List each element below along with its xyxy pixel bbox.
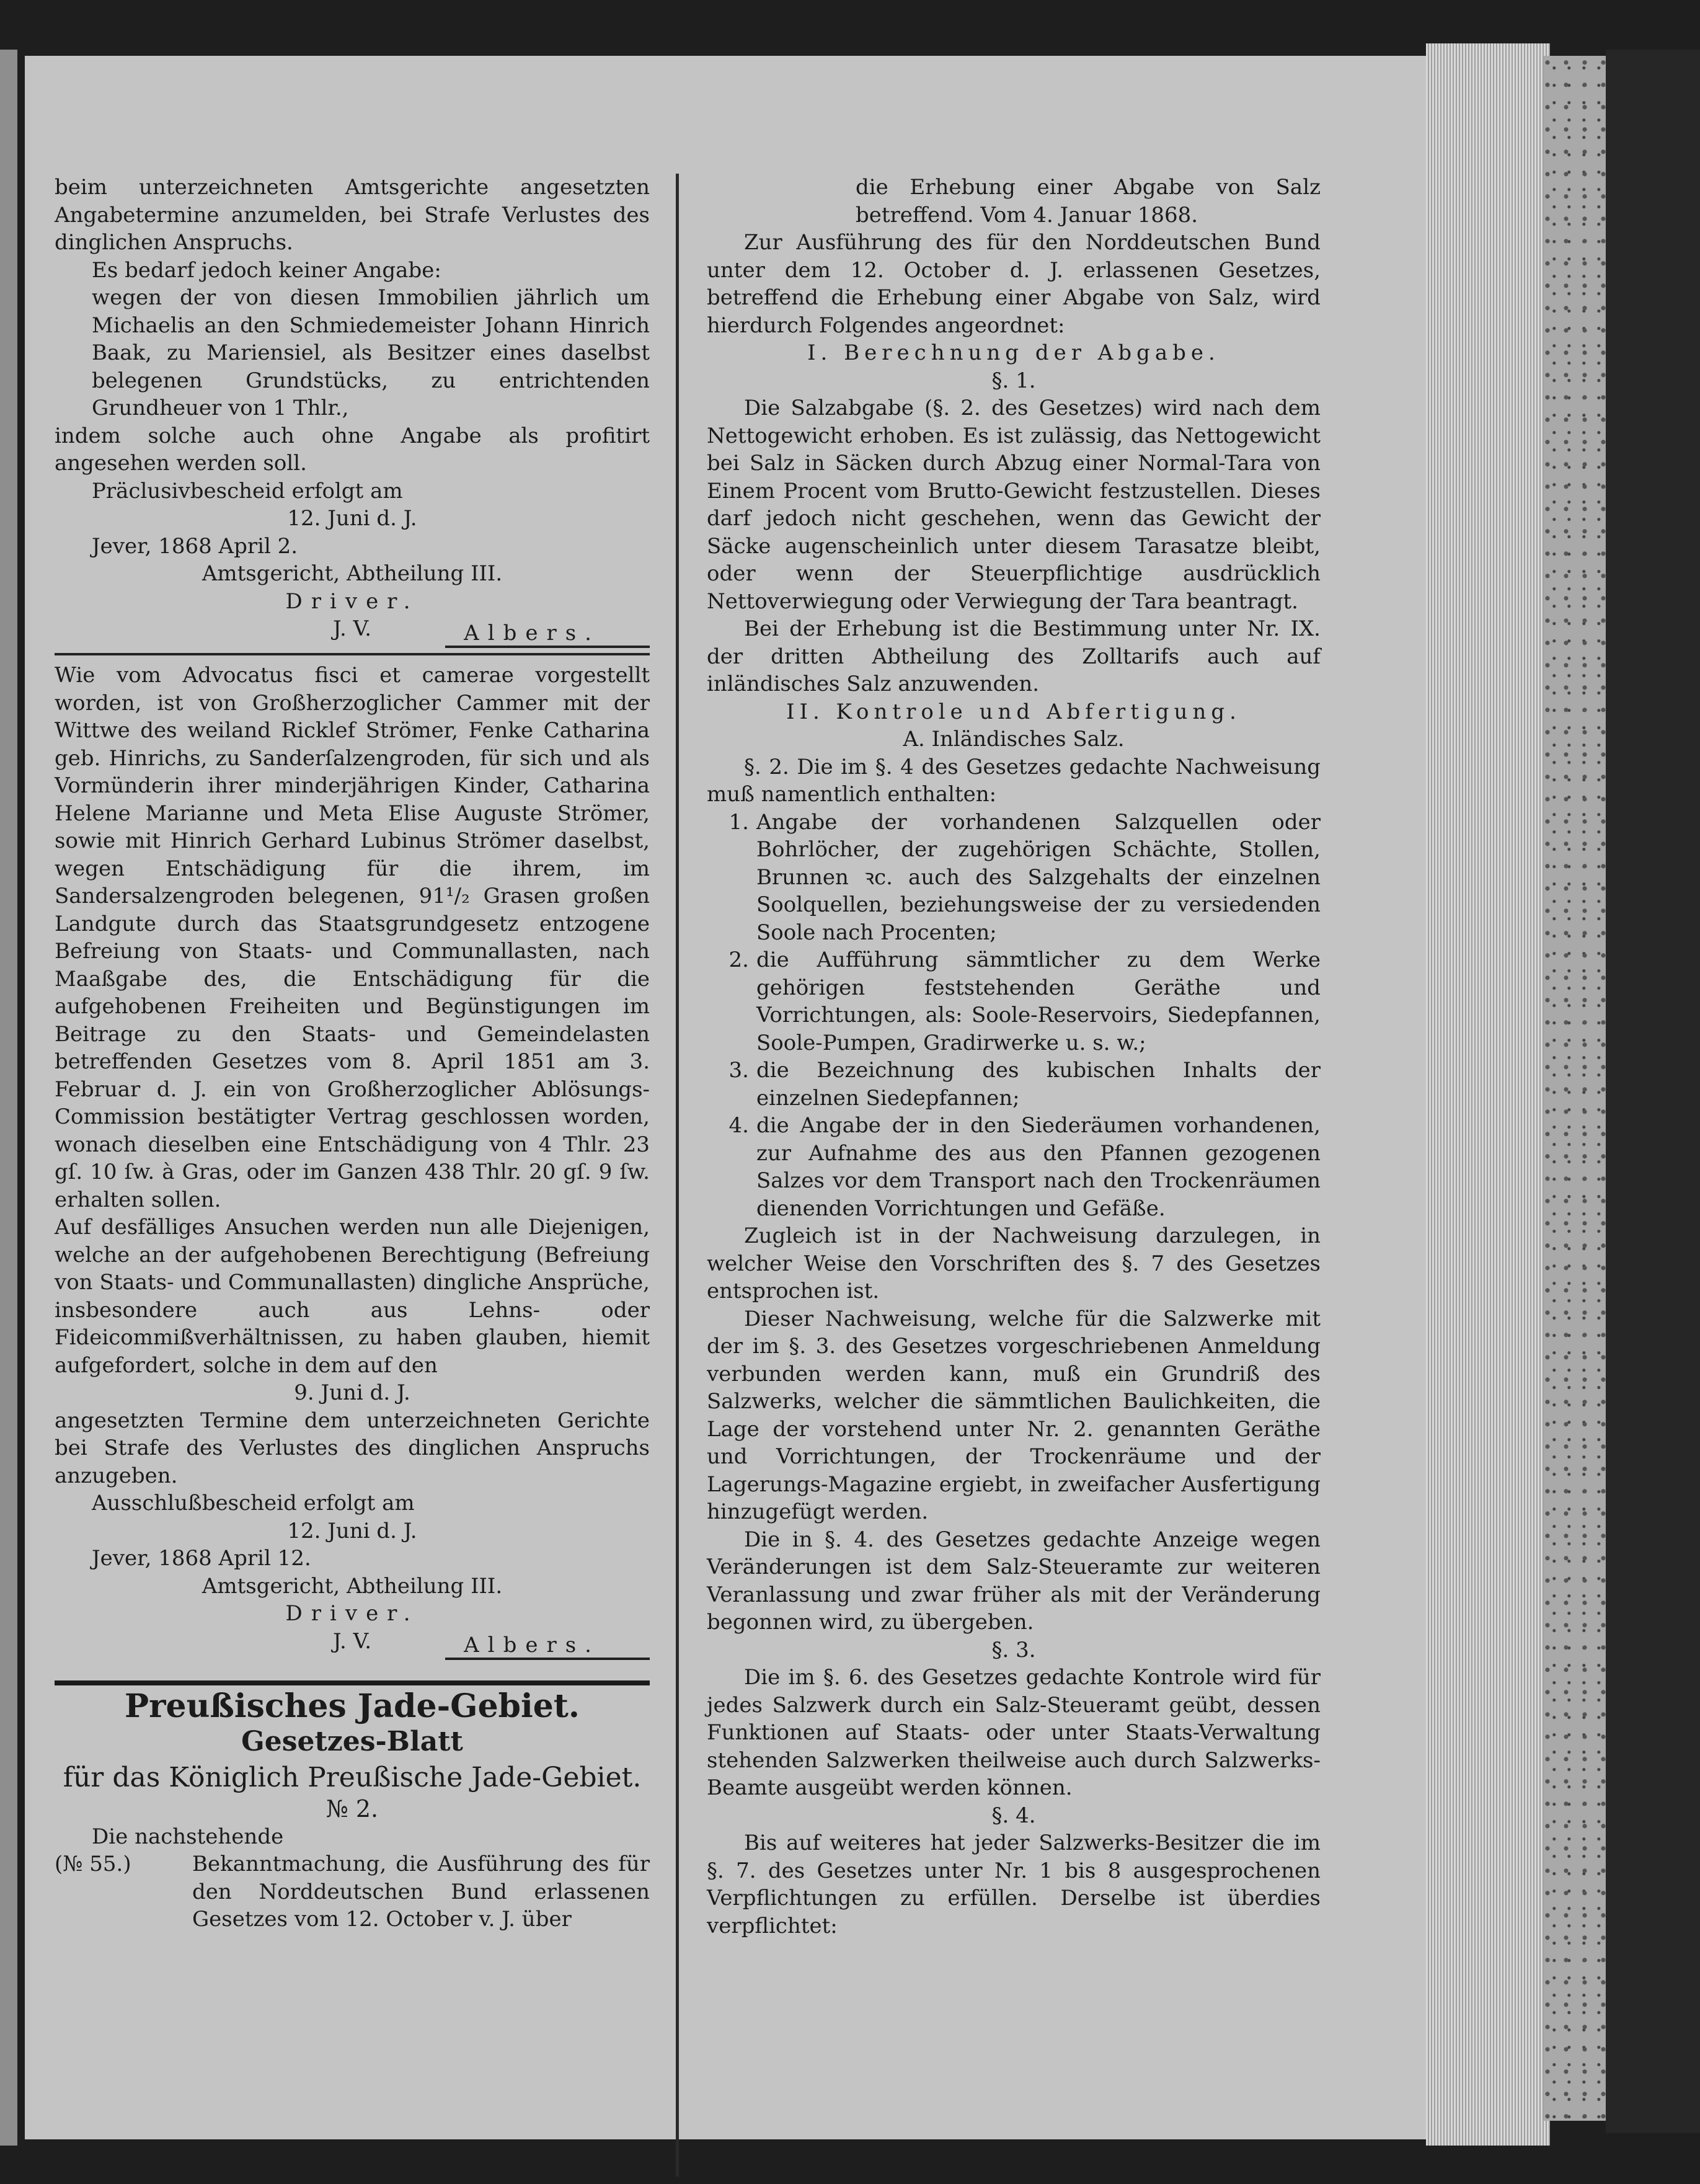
left-column <box>55 174 650 1933</box>
announcement-text: Bekanntmachung, die Ausführung des für den Norddeutschen Bund erlassenen Gesetzes vom 12. October v. J. über <box>192 1852 650 1932</box>
paragraph: Ausschlußbescheid erfolgt am <box>92 1491 415 1516</box>
list-text: die Angabe der in den Siederäumen vorhandenen, zur Aufnahme des aus den Pfannen gezogenen Salzes vor dem Transport nach den Trockenräumen dienenden Vorrichtungen und Gefäße. <box>756 1113 1321 1221</box>
paragraph: Zur Ausführung des für den Norddeutschen Bund unter dem 12. October d. J. erlassenen Gesetzes, betreffend die Erhebung einer Abgabe von Salz, wird hierdurch Folgendes angeordnet: <box>707 230 1321 338</box>
section-subtitle: für das Königlich Preußische Jade-Gebiet. <box>63 1761 642 1793</box>
paragraph: Präclusivbescheid erfolgt am <box>92 478 403 504</box>
date-line: 12. Juni d. J. <box>287 1518 417 1543</box>
paragraph-mark: §. 4. <box>991 1803 1036 1828</box>
right-column <box>707 174 1321 1940</box>
list-item <box>707 1112 1321 1222</box>
paragraph: wegen der von diesen Immobilien jährlich um Michaelis an den Schmiedemeister Johann Hinrich Baak, zu Mariensiel, als Besitzer eines daselbst belegenen Grundstücks, zu entrichtenden Grundheuer von 1 Thlr., <box>92 285 650 420</box>
paragraph: angesetzten Termine dem unterzeichneten Gerichte bei Strafe des Verlustes des dinglichen Anspruchs anzugeben. <box>55 1408 650 1488</box>
section-heading: Preußisches Jade-Gebiet. <box>125 1687 580 1725</box>
court-name: Amtsgericht, Abtheilung III. <box>201 561 503 586</box>
signature-name: Albers. <box>464 620 600 646</box>
date-line: 12. Juni d. J. <box>287 506 417 531</box>
paragraph: Die in §. 4. des Gesetzes gedachte Anzeige wegen Veränderungen ist dem Salz-Steueramte zur weiteren Veranlassung und zwar früher als mit der Veränderung begonnen wird, zu übergeben. <box>707 1527 1321 1635</box>
list-number: 2. <box>728 948 749 972</box>
section-rule <box>55 653 650 655</box>
numbered-announcement <box>55 1850 650 1933</box>
paragraph: Dieser Nachweisung, welche für die Salzwerke mit der im §. 3. des Gesetzes vorgeschriebenen Anmeldung verbunden werden kann, muß ein Grundriß des Salzwerks, welcher die sämmtlichen Baulichkeiten, die Lage der vorstehend unter Nr. 2. genannten Geräthe und Vorrichtungen, der Trockenräume und der Lagerungs-Magazine ergiebt, in zweifacher Ausfertigung hinzugefügt werden. <box>707 1306 1321 1524</box>
list-number: 3. <box>728 1058 749 1083</box>
list-text: die Aufführung sämmtlicher zu dem Werke gehörigen feststehenden Geräthe und Vorrichtungen, als: Soole-Reservoirs, Siedepfannen, Soole-Pumpen, Gradirwerke u. s. w.; <box>756 948 1321 1055</box>
subsection-heading: A. Inländisches Salz. <box>903 727 1125 752</box>
list-item <box>707 1057 1321 1112</box>
list-item <box>707 946 1321 1057</box>
paragraph: Bei der Erhebung ist die Bestimmung unter Nr. IX. der dritten Abtheilung des Zolltarifs auch auf inländisches Salz anzuwenden. <box>707 616 1321 696</box>
date-line: 9. Juni d. J. <box>294 1380 410 1405</box>
section-subheading: Gesetzes-Blatt <box>241 1725 463 1757</box>
paragraph: Es bedarf jedoch keiner Angabe: <box>92 257 441 283</box>
paragraph: Bis auf weiteres hat jeder Salzwerks-Besitzer die im §. 7. des Gesetzes unter Nr. 1 bis 8 ausgesprochenen Verpflichtungen zu erfüllen. Derselbe ist überdies verpflichtet: <box>707 1831 1321 1938</box>
paragraph: die Erhebung einer Abgabe von Salz betreffend. Vom 4. Januar 1868. <box>856 175 1321 228</box>
paragraph-mark: §. 3. <box>991 1637 1036 1662</box>
paragraph: Die im §. 6. des Gesetzes gedachte Kontrole wird für jedes Salzwerk durch ein Salz-Steueramt geübt, dessen Funktionen auf Staats- oder unter Staats-Verwaltung stehenden Salzwerken theilweise auch durch Salzwerks-Beamte ausgeübt werden können. <box>707 1665 1321 1800</box>
scan-right-background <box>1606 50 1700 2133</box>
section-heading: I. Berechnung der Abgabe. <box>807 340 1220 365</box>
paragraph: beim unterzeichneten Amtsgerichte angesetzten Angabetermine anzumelden, bei Strafe Verlustes des dinglichen Anspruchs. <box>55 175 650 255</box>
page-edges <box>1426 43 1550 2146</box>
signature-name: Driver. <box>285 1601 419 1626</box>
paragraph: Die nachstehende <box>92 1824 284 1849</box>
place-date: Jever, 1868 April 2. <box>92 533 298 559</box>
announcement-number: (№ 55.) <box>55 1852 131 1876</box>
signature-initials: J. V. <box>332 616 372 641</box>
signature-name: Driver. <box>285 588 419 614</box>
list-number: 4. <box>728 1113 749 1138</box>
issue-number: № 2. <box>325 1795 379 1822</box>
paragraph-mark: §. 1. <box>991 368 1036 393</box>
court-name: Amtsgericht, Abtheilung III. <box>201 1573 503 1599</box>
list-item <box>707 809 1321 947</box>
section-heading: II. Kontrole und Abfertigung. <box>786 699 1241 724</box>
paragraph: Zugleich ist in der Nachweisung darzulegen, in welcher Weise den Vorschriften des §. 7 des Gesetzes entsprochen ist. <box>707 1223 1321 1303</box>
section-rule-thick <box>55 1680 650 1685</box>
list-number: 1. <box>728 809 749 835</box>
scan-left-edge <box>0 50 17 2146</box>
list-text: Angabe der vorhandenen Salzquellen oder Bohrlöcher, der zugehörigen Schächte, Stollen, Brunnen ꝛc. auch des Salzgehalts der einzelnen Soolquellen, beziehungsweise der zu versiedenden Soole nach Procenten; <box>756 809 1321 945</box>
signature-initials: J. V. <box>332 1628 372 1654</box>
paragraph: Die Salzabgabe (§. 2. des Gesetzes) wird nach dem Nettogewicht erhoben. Es ist zulässig, das Nettogewicht bei Salz in Säcken durch Abzug einer Normal-Tara von Einem Procent vom Brutto-Gewicht festzustellen. Dieses darf jedoch nicht geschehen, wenn das Gewicht der Säcke augenscheinlich unter diesem Tarasatze bleibt, oder wenn der Steuerpflichtige ausdrücklich Nettoverwiegung oder Verwiegung der Tara beantragt. <box>707 396 1321 614</box>
book-edge-speckled <box>1544 56 1606 2121</box>
paragraph: Wie vom Advocatus fisci et camerae vorgestellt worden, ist von Großherzoglicher Cammer mit der Wittwe des weiland Ricklef Strömer, Fenke Catharina geb. Hinrichs, zu Sanderſalzengroden, für sich und als Vormünderin ihrer minderjährigen Kinder, Catharina Helene Marianne und Meta Elise Auguste Strömer, sowie mit Hinrich Gerhard Lubinus Strömer daselbst, wegen Entschädigung für die ihrem, im Sandersalzengroden belegenen, 91¹/₂ Grasen großen Landgute durch das Staatsgrundgesetz entzogene Befreiung von Staats- und Communallasten, nach Maaßgabe des, die Entschädigung für die aufgehobenen Freiheiten und Begünstigungen im Beitrage zu den Staats- und Gemeindelasten betreffenden Gesetzes vom 8. April 1851 am 3. Februar d. J. ein von Großherzoglicher Ablösungs-Commission bestätigter Vertrag geschlossen worden, wonach dieselben eine Entschädigung von 4 Thlr. 23 gſ. 10 ſw. à Gras, oder im Ganzen 438 Thlr. 20 gſ. 9 ſw. erhalten sollen. <box>55 663 650 1212</box>
list-text: die Bezeichnung des kubischen Inhalts der einzelnen Siedepfannen; <box>756 1058 1321 1111</box>
signature-name: Albers. <box>464 1633 600 1658</box>
paragraph: §. 2. Die im §. 4 des Gesetzes gedachte Nachweisung muß namentlich enthalten: <box>707 754 1321 807</box>
paragraph: indem solche auch ohne Angabe als profitirt angesehen werden soll. <box>55 423 650 476</box>
paragraph: Auf desfälliges Ansuchen werden nun alle Diejenigen, welche an der aufgehobenen Berechtigung (Befreiung von Staats- und Communallasten) dingliche Ansprüche, insbesondere auch aus Lehns- oder Fideicommißverhältnissen, zu haben glauben, hiemit aufgefordert, solche in dem auf den <box>55 1215 650 1378</box>
place-date: Jever, 1868 April 12. <box>92 1546 311 1571</box>
column-divider <box>676 174 679 2177</box>
